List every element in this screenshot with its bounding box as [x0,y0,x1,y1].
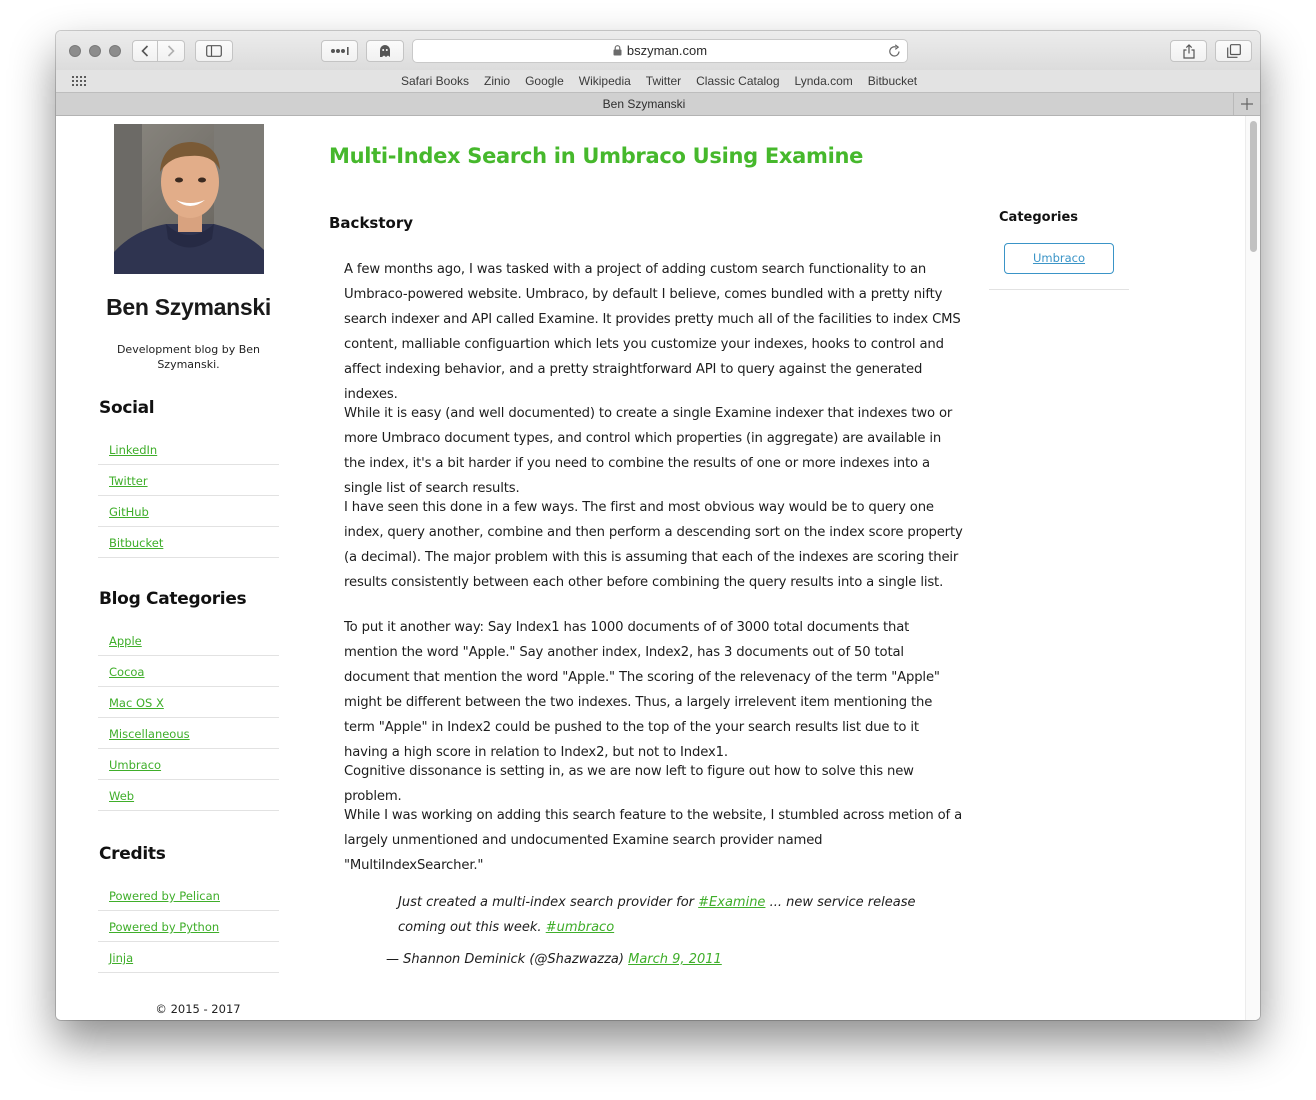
share-button[interactable] [1170,40,1207,62]
category-link-web[interactable]: Web [109,789,135,803]
page-content [56,116,1260,1020]
social-link-linkedin[interactable]: LinkedIn [109,443,158,457]
browser-window [56,31,1260,1020]
close-window-button[interactable] [69,45,81,57]
paragraph: To put it another way: Say Index1 has 1000 documents of of 3000 total documents that mention the word "Apple." Say another index, Index2, has 3 documents out of 50 total document that mention the word "Apple." The scoring of the relevenacy of the term "Apple" might be different between the two indexes. Thus, a largely irrelevent item mentioning the term "Apple" in Index2 could be pushed to the top of the your search results list due to it having a high score in relation to Index2, but not to Index1. [344,620,940,760]
zoom-window-button[interactable] [109,45,121,57]
paragraph: While I was working on adding this search feature to the website, I stumbled across metion of a largely unmentioned and undocumented Examine search provider named "MultiIndexSearcher." [344,808,963,873]
sidebar-toggle-button[interactable] [195,40,233,62]
list-item [98,749,279,780]
list-item [98,527,279,558]
paragraph: I have seen this done in a few ways. The first and most obvious way would be to query one index, query another, combine and then perform a descending sort on the index score property (a decimal). The major problem with this is assuming that each of the indexes are scoring their results consistently between each other before combining the query results into a single list. [344,500,963,590]
grid-icon[interactable] [72,76,86,86]
paragraph: While it is easy (and well documented) to create a single Examine indexer that indexes two or more Umbraco document types, and control which properties (in aggregate) are available in the index, it's a bit harder if you need to combine the results of one or more indexes into a single list of search results. [344,406,953,496]
tab-bar [56,92,1260,116]
blog-categories-heading: Blog Categories [99,589,247,609]
new-tab-button[interactable] [1233,93,1260,115]
active-tab[interactable]: Ben Szymanski [602,97,686,111]
tweet-quote [398,890,938,940]
paragraph: Cognitive dissonance is setting in, as we are now left to figure out how to solve this new problem. [344,764,914,804]
list-item [98,911,279,942]
category-link-miscellaneous[interactable]: Miscellaneous [109,727,190,741]
list-item [98,434,279,465]
category-link-cocoa[interactable]: Cocoa [109,665,145,679]
quote-text: ... new service release coming out this week. [398,895,916,935]
browser-toolbar [56,31,1260,70]
list-item [98,656,279,687]
list-item [98,465,279,496]
attribution-text: — Shannon Deminick (@Shazwazza) [386,952,629,967]
bookmark-list [401,74,917,88]
lock-icon [613,45,622,56]
section-heading: Backstory [329,214,414,232]
scrollbar[interactable] [1245,116,1260,1020]
bookmark-item[interactable]: Safari Books [401,74,470,88]
credit-link-pelican[interactable]: Powered by Pelican [109,889,220,903]
social-list [98,434,279,558]
tabs-icon [1227,44,1241,58]
blog-categories-list [98,625,279,811]
bookmark-item[interactable]: Google [525,74,564,88]
list-item [98,718,279,749]
bookmark-item[interactable]: Zinio [484,74,511,88]
bookmark-item[interactable]: Twitter [645,74,682,88]
social-link-bitbucket[interactable]: Bitbucket [109,536,164,550]
divider [989,289,1129,290]
forward-button[interactable] [158,40,185,62]
list-item [98,687,279,718]
post-title[interactable]: Multi-Index Search in Umbraco Using Examine [329,144,864,168]
credit-link-jinja[interactable]: Jinja [109,951,134,965]
tweet-date-link[interactable]: March 9, 2011 [628,952,722,967]
quote-text: Just created a multi-index search provider for [398,895,699,910]
list-item [98,780,279,811]
credits-list [98,880,279,973]
quote-attribution [386,952,722,967]
tab-overview-button[interactable] [1215,40,1252,62]
list-item [98,942,279,973]
site-description: Development blog by Ben Szymanski. [116,343,261,371]
category-link-mac-os-x[interactable]: Mac OS X [109,696,164,710]
more-dots-icon [330,47,350,55]
bookmark-item[interactable]: Lynda.com [794,74,853,88]
scrollbar-thumb[interactable] [1250,121,1257,252]
sidebar-icon [206,45,222,57]
list-item [98,496,279,527]
bookmark-item[interactable]: Classic Catalog [696,74,780,88]
social-link-twitter[interactable]: Twitter [109,474,148,488]
credits-heading: Credits [99,844,166,864]
credit-link-python[interactable]: Powered by Python [109,920,220,934]
plus-icon [1241,98,1253,110]
hashtag-link[interactable]: #Examine [698,895,766,910]
address-bar[interactable] [412,39,908,63]
chevron-left-icon [141,45,149,57]
ghost-icon [379,44,391,58]
chevron-right-icon [167,45,175,57]
extensions-button[interactable] [321,40,358,62]
social-link-github[interactable]: GitHub [109,505,149,519]
share-icon [1183,44,1195,59]
category-link-apple[interactable]: Apple [109,634,142,648]
category-link-umbraco[interactable]: Umbraco [109,758,162,772]
paragraph: A few months ago, I was tasked with a project of adding custom search functionality to an Umbraco-powered website. Umbraco, by default I believe, comes bundled with a pretty nifty search indexer and API called Examine. It provides pretty much all of the facilities to index CMS content, malliable configuartion which lets you customize your indexes, hooks to control and affect indexing behavior, and a pretty straightforward API to query against the generated indexes. [344,262,961,402]
minimize-window-button[interactable] [89,45,101,57]
url-text: bszyman.com [626,43,708,58]
back-button[interactable] [132,40,158,62]
author-photo [114,124,264,274]
copyright: © 2015 - 2017 [155,1002,241,1016]
social-heading: Social [99,398,155,418]
hashtag-link[interactable]: #umbraco [545,920,615,935]
list-item [98,625,279,656]
bookmark-item[interactable]: Wikipedia [578,74,631,88]
ghostery-button[interactable] [366,40,404,62]
list-item [98,880,279,911]
categories-heading: Categories [999,210,1079,225]
category-tag-button[interactable]: Umbraco [1004,243,1114,274]
site-name[interactable]: Ben Szymanski [106,294,271,320]
reload-icon[interactable] [888,44,901,58]
bookmarks-bar [56,70,1260,92]
bookmark-item[interactable]: Bitbucket [867,74,918,88]
